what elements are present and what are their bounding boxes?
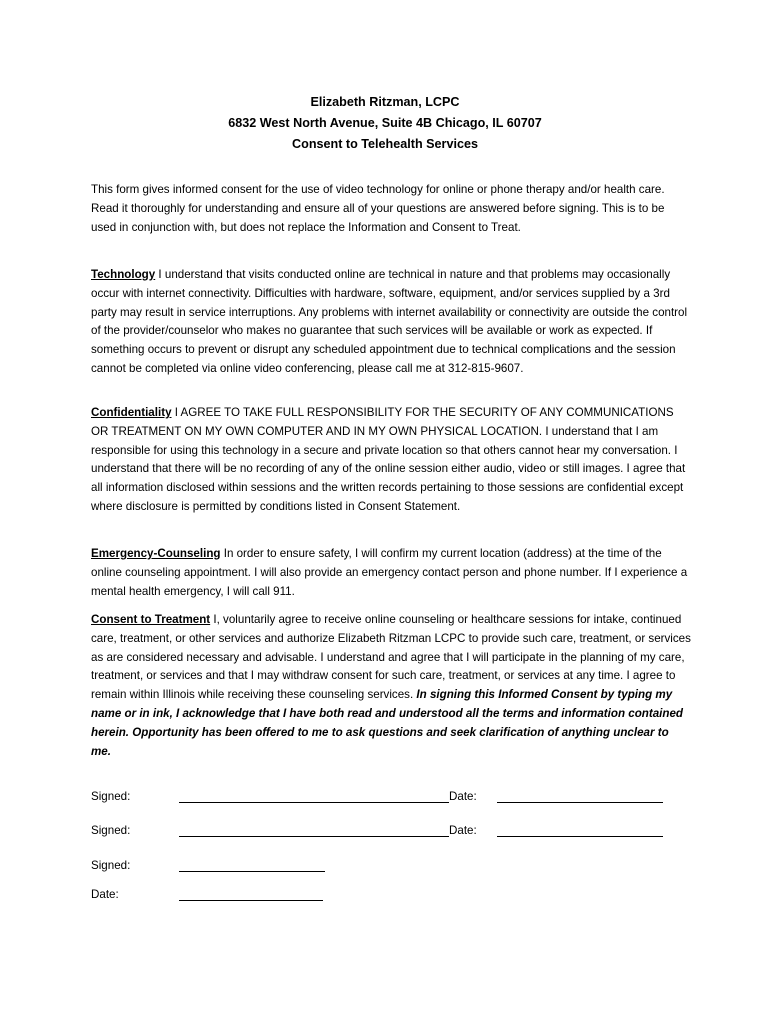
consent-text: I, voluntarily agree to receive online counseling or healthcare sessions for intake, continued care, treatment, or other services and authorize Elizabeth Ritzman LCPC to provide such care, treatment, or services as are considered necessary and advisable. I understand and agree that I will participate in the planning of my care, treatment, or services and that I may withdraw consent for such care, treatment, or services at any time. I agree to remain within Illinois while receiving these counseling services. <box>91 613 691 702</box>
provider-name: Elizabeth Ritzman, LCPC <box>310 95 460 109</box>
consent-section <box>91 611 691 761</box>
document-title: Consent to Telehealth Services <box>292 137 478 151</box>
date-line[interactable] <box>179 886 323 901</box>
emergency-text: In order to ensure safety, I will confirm my current location (address) at the time of the online counseling appointment. I will also provide an emergency contact person and phone number. If I experience a mental health emergency, I will call 911. <box>91 547 688 598</box>
technology-heading: Technology <box>91 268 156 281</box>
confidentiality-heading: Confidentiality <box>91 406 172 419</box>
document-header <box>0 92 770 155</box>
date-label: Date: <box>449 790 477 803</box>
signature-row-3 <box>91 857 691 875</box>
signature-line[interactable] <box>179 822 449 837</box>
provider-address: 6832 West North Avenue, Suite 4B Chicago, IL 60707 <box>228 116 542 130</box>
technology-section <box>91 266 691 379</box>
signed-label: Signed: <box>91 824 131 837</box>
intro-paragraph: This form gives informed consent for the use of video technology for online or phone therapy and/or health care. Read it thoroughly for understanding and ensure all of your questions are answered before signing. This is to be used in conjunction with, but does not replace the Information and Consent to Treat. <box>91 183 665 234</box>
date-row <box>91 886 691 904</box>
signed-label: Signed: <box>91 859 131 872</box>
signature-row-2 <box>91 822 691 840</box>
confidentiality-section <box>91 404 691 517</box>
signed-label: Signed: <box>91 790 131 803</box>
signature-line[interactable] <box>179 857 325 872</box>
signature-line[interactable] <box>179 788 449 803</box>
date-label: Date: <box>91 888 119 901</box>
emergency-section <box>91 545 691 601</box>
emergency-heading: Emergency-Counseling <box>91 547 221 560</box>
technology-text: I understand that visits conducted online are technical in nature and that problems may occasionally occur with internet connectivity. Difficulties with hardware, software, equipment, and/or services supplied by a 3rd party may result in service interruptions. Any problems with internet availability or connectivity are outside the control of the provider/counselor who makes no guarantee that such services will be available or work as expected. If something occurs to prevent or disrupt any scheduled appointment due to technical complications and the session cannot be completed via online video conferencing, please call me at 312-815-9607. <box>91 268 688 375</box>
confidentiality-text: I AGREE TO TAKE FULL RESPONSIBILITY FOR THE SECURITY OF ANY COMMUNICATIONS OR TREATMENT ON MY OWN COMPUTER AND IN MY OWN PHYSICAL LOCATION. I understand that I am responsible for using this technology in a secure and private location so that others cannot hear my conversation. I understand that there will be no recording of any of the online session either audio, video or still images. I agree that all information disclosed within sessions and the written records pertaining to those sessions are confidential except where disclosure is permitted by conditions listed in Consent Statement. <box>91 406 686 513</box>
signature-row-1 <box>91 788 691 806</box>
consent-heading: Consent to Treatment <box>91 613 211 626</box>
date-line[interactable] <box>497 822 663 837</box>
date-label: Date: <box>449 824 477 837</box>
date-line[interactable] <box>497 788 663 803</box>
consent-emphasis: In signing this Informed Consent by typing my name or in ink, I acknowledge that I have both read and understood all the terms and information contained herein. Opportunity has been offered to me to ask questions and seek clarification of anything unclear to me. <box>91 688 684 758</box>
